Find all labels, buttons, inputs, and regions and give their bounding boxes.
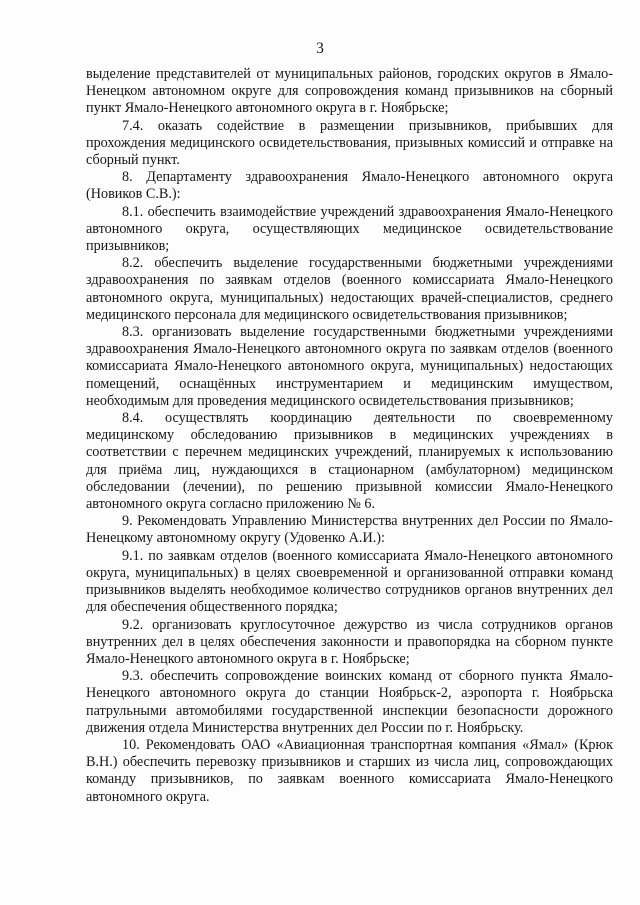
document-body [86,66,613,806]
page-number: 3 [316,40,324,57]
paragraph-7-4: 7.4. оказать содействие в размещении призывников, прибывших для прохождения медицинского освидетельствования, призывных комиссий и отправке на сборный пункт. [86,117,613,169]
paragraph-8-1: 8.1. обеспечить взаимодействие учреждений здравоохранения Ямало-Ненецкого автономного округа, осуществляющих медицинское освидетельствование призывников; [86,203,613,255]
paragraph-9: 9. Рекомендовать Управлению Министерства внутренних дел России по Ямало-Ненецкому автономному округу (Удовенко А.И.): [86,513,613,547]
paragraph-7-3-continuation: выделение представителей от муниципальных районов, городских округов в Ямало-Ненецком автономном округе для сопровождения команд призывников на сборный пункт Ямало-Ненецкого автономного округа в г. Ноябрьске; [86,66,613,117]
paragraph-9-1: 9.1. по заявкам отделов (военного комиссариата Ямало-Ненецкого автономного округа, муниципальных) в целях своевременной и организованной отправки команд призывников выделять необходимое количество сотрудников органов внутренних дел для обеспечения общественного порядка; [86,547,613,616]
paragraph-8-3: 8.3. организовать выделение государственными бюджетными учреждениями здравоохранения Ямало-Ненецкого автономного округа по заявкам отделов (военного комиссариата Ямало-Ненецкого автономного округа, муниципальных) недостающих помещений, оснащённых инструментарием и медицинским имуществом, необходимым для проведения медицинского освидетельствования призывников; [86,324,613,409]
paragraph-8: 8. Департаменту здравоохранения Ямало-Ненецкого автономного округа (Новиков С.В.): [86,169,613,203]
paragraph-9-2: 9.2. организовать круглосуточное дежурство из числа сотрудников органов внутренних дел в целях обеспечения законности и правопорядка на сборном пункте Ямало-Ненецкого автономного округа в г. Ноябрьске; [86,616,613,667]
paragraph-10: 10. Рекомендовать ОАО «Авиационная транспортная компания «Ямал» (Крюк В.Н.) обеспечить перевозку призывников и старших из числа лиц, сопровождающих команду призывников, по заявкам военного комиссариата Ямало-Ненецкого автономного округа. [86,736,613,805]
paragraph-8-4: 8.4. осуществлять координацию деятельности по своевременному медицинскому обследованию призывников в медицинских учреждениях в соответствии с перечнем медицинских учреждений, планируемых к использованию для приёма лиц, нуждающихся в стационарном (амбулаторном) медицинском обследовании (лечении), по решению призывной комиссии Ямало-Ненецкого автономного округа согласно приложению № 6. [86,410,613,513]
paragraph-9-3: 9.3. обеспечить сопровождение воинских команд от сборного пункта Ямало-Ненецкого автономного округа до станции Ноябрьск-2, аэропорта г. Ноябрьска патрульными автомобилями государственной инспекции безопасности дорожного движения отдела Министерства внутренних дел России по г. Ноябрьску. [86,668,613,736]
paragraph-8-2: 8.2. обеспечить выделение государственными бюджетными учреждениями здравоохранения по заявкам отделов (военного комиссариата Ямало-Ненецкого автономного округа, муниципальных) недостающих врачей-специалистов, среднего медицинского персонала для медицинского освидетельствования призывников; [86,255,613,323]
